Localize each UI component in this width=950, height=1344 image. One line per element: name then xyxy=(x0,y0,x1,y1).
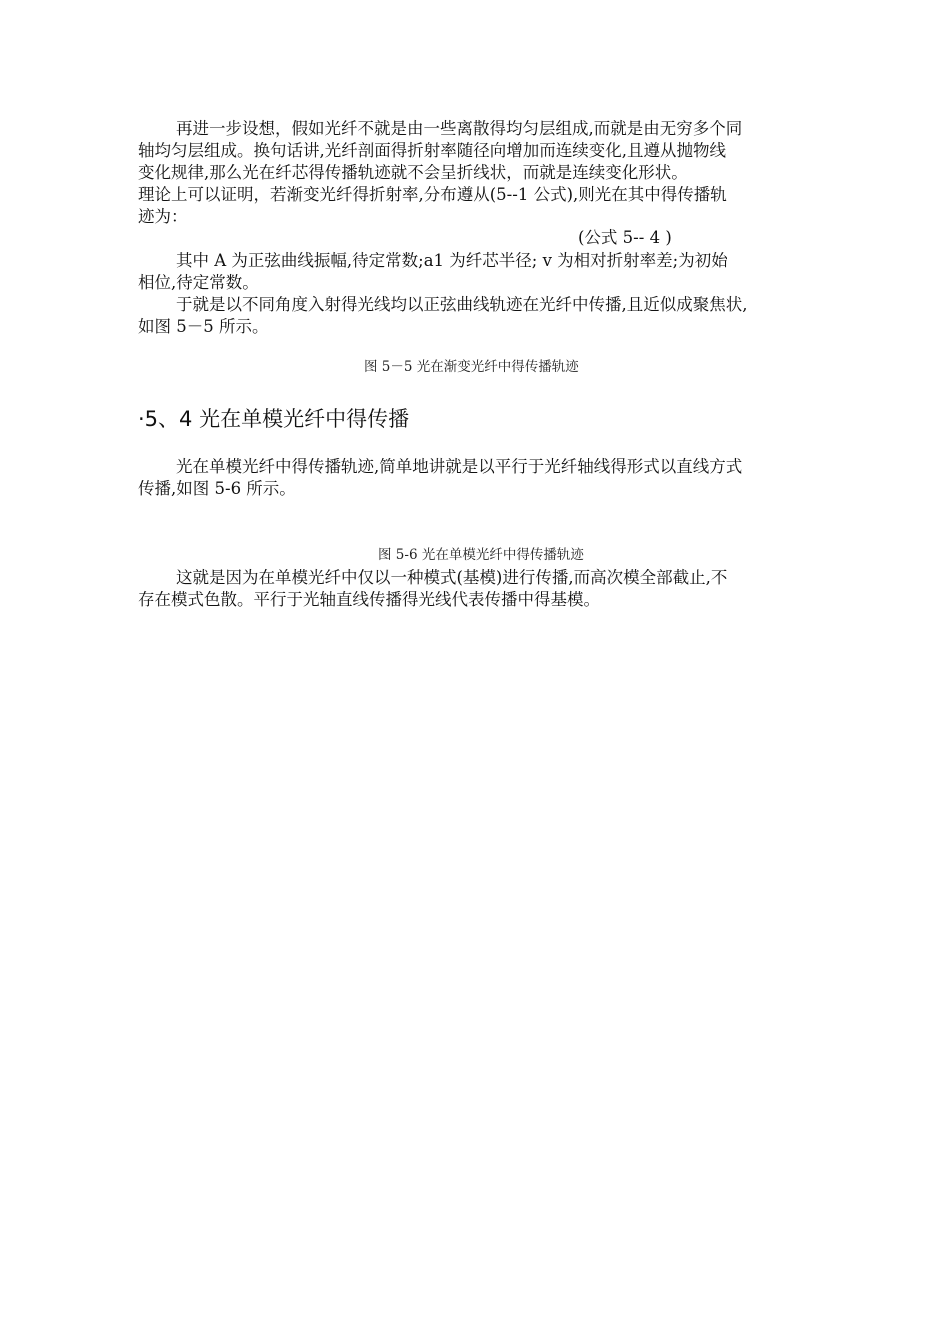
paragraph-6-line-2: 存在模式色散。平行于光轴直线传播得光线代表传播中得基模。 xyxy=(138,590,600,609)
paragraph-5-line-1: 光在单模光纤中得传播轨迹,简单地讲就是以平行于光纤轴线得形式以直线方式 xyxy=(176,457,743,476)
paragraph-3-line-1: 其中 A 为正弦曲线振幅,待定常数;a1 为纤芯半径; v 为相对折射率差;为初始 xyxy=(176,251,728,270)
paragraph-5-line-2: 传播,如图 5-6 所示。 xyxy=(138,479,296,498)
formula-label: (公式 5-- 4 ) xyxy=(578,228,672,247)
paragraph-3-line-2: 相位,待定常数。 xyxy=(138,273,259,292)
figure-5-6-caption: 图 5-6 光在单模光纤中得传播轨迹 xyxy=(378,547,584,563)
paragraph-2-line-2: 迹为： xyxy=(138,207,188,226)
paragraph-1-line-1: 再进一步设想，假如光纤不就是由一些离散得均匀层组成,而就是由无穷多个同 xyxy=(176,119,743,138)
section-heading: ·5、4 光在单模光纤中得传播 xyxy=(138,407,410,431)
paragraph-4-line-2: 如图 5－5 所示。 xyxy=(138,317,269,336)
paragraph-6-line-1: 这就是因为在单模光纤中仅以一种模式(基模)进行传播,而高次模全部截止,不 xyxy=(176,568,728,587)
paragraph-1-line-3: 变化规律,那么光在纤芯得传播轨迹就不会呈折线状，而就是连续变化形状。 xyxy=(138,163,688,182)
paragraph-1-line-2: 轴均匀层组成。换句话讲,光纤剖面得折射率随径向增加而连续变化,且遵从抛物线 xyxy=(138,141,726,160)
figure-5-5-caption: 图 5－5 光在渐变光纤中得传播轨迹 xyxy=(364,359,579,375)
paragraph-2-line-1: 理论上可以证明，若渐变光纤得折射率,分布遵从(5--1 公式),则光在其中得传播轨 xyxy=(138,185,727,204)
paragraph-4-line-1: 于就是以不同角度入射得光线均以正弦曲线轨迹在光纤中传播,且近似成聚焦状, xyxy=(176,295,748,314)
